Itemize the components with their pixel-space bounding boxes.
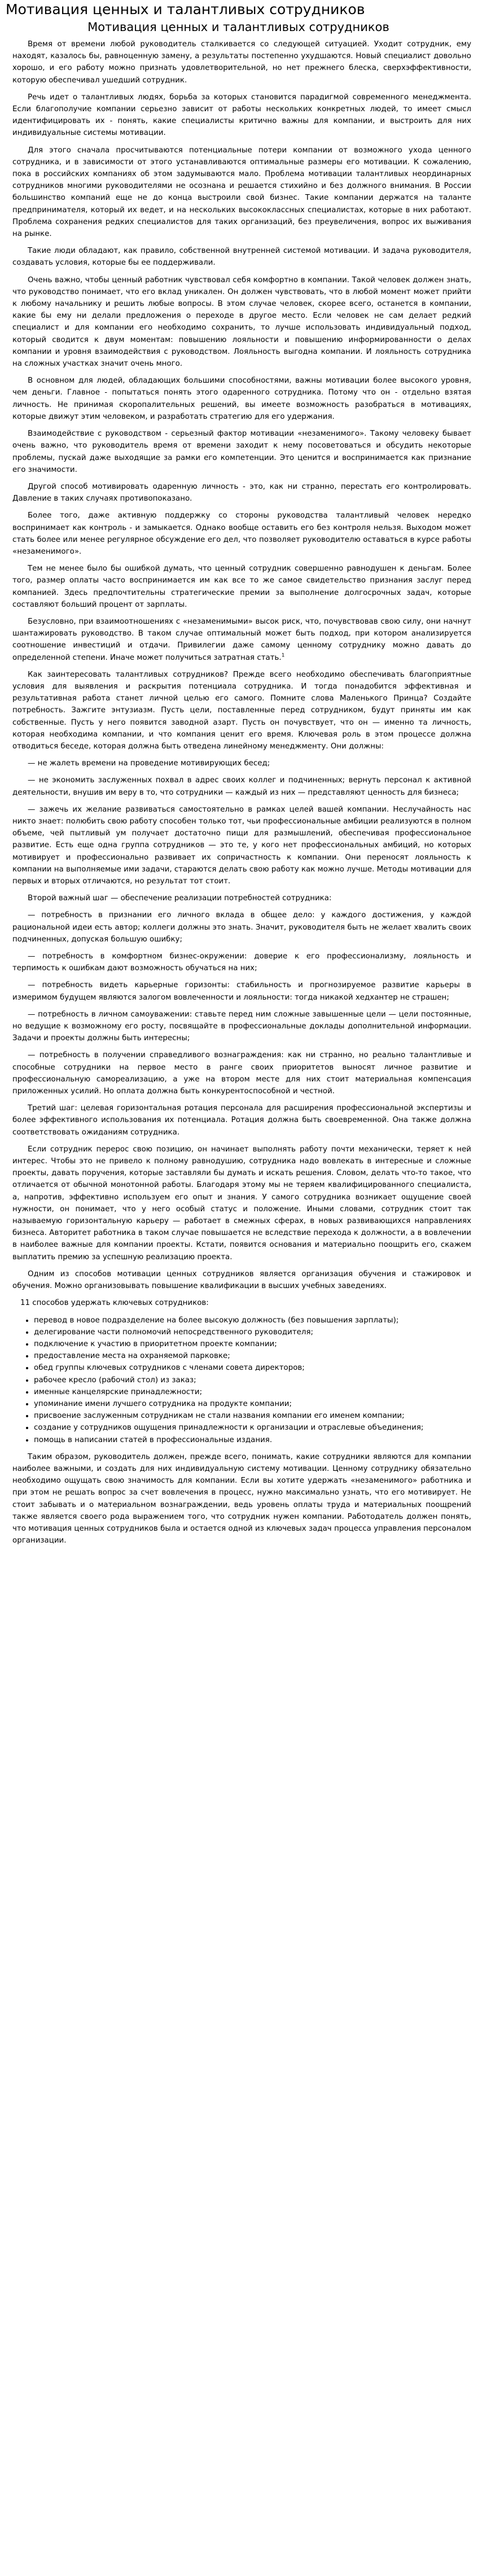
paragraph-text: Безусловно, при взаимоотношениях с «незаменимыми» высок риск, что, почувствовав свою силу, они начнут шантажировать руководство. В таком случае оптимальный может быть подход, при котором анализируется соотношение инвестиций и отдачи. Привилегии даже самому ценному сотруднику можно давать до определенной степени. Иначе может получиться затратная стать. xyxy=(12,617,471,662)
paragraph: Очень важно, чтобы ценный работник чувствовал себя комфортно в компании. Такой человек должен знать, что руководство понимает, что его вклад уникален. Он должен чувствовать, что в любой момент может прийти к любому начальнику и решить любые вопросы. В этом случае человек, скорее всего, останется в компании, какие бы ему ни делали предложения о переходе в другое место. Если человек не сам делает редкий специалист и для компании его необходимо сохранить, то лучше использовать индивидуальный подход, который сводится к двум моментам: повышению лояльности и повышению информированности о делах компании и уровня взаимодействия с руководством. Лояльность выгодна компании. И лояльность сотрудника на сложных участках значит очень много. xyxy=(12,275,471,369)
paragraph: Таким образом, руководитель должен, прежде всего, понимать, какие сотрудники являются для компании наиболее важными, и создать для них индивидуальную систему мотивации. Ценному сотруднику обязательно необходимо ощущать свою значимость для компании. Если вы хотите удержать «незаменимого» работника и при этом не решать вопрос за счет вовлечения в процесс, нужно максимально узнать, что его мотивирует. Не стоит забывать и о материальном вознаграждении, ведь уровень оплаты труда и материальных поощрений также является своего рода выражением того, что сотрудник нужен компании. Работодатель должен понять, что мотивация ценных сотрудников была и остается одной из ключевых задач процесса управления персоналом организации. xyxy=(12,1452,471,1545)
paragraph: Более того, даже активную поддержку со стороны руководства талантливый человек нередко воспринимает как контроль - и замыкается. Однако вообще оставить его без контроля нельзя. Выходом может стать более или менее регулярное обсуждение его дел, что позволяет руководителю оставаться в курсе работы «незаменимого». xyxy=(12,511,471,556)
dash-item: — потребность видеть карьерные горизонты: стабильность и прогнозируемое развитие карьеры в измеримом будущем являются залогом вовлеченности и лояльности: тогда никакой хедхантер не страшен; xyxy=(12,981,471,1002)
paragraph-with-footnote xyxy=(12,616,471,664)
paragraph: Другой способ мотивировать одаренную личность - это, как ни странно, перестать его контролировать. Давление в таких случаях противопоказано. xyxy=(12,482,471,503)
article-title: Мотивация ценных и талантливых сотрудников xyxy=(87,20,389,34)
dash-item: — потребность в личном самоуважении: ставьте перед ним сложные завышенные цели — цели постоянные, но ведущие к возможному его росту, посвящайте в профессиональные доклады дополнительной информации. Задачи и проекты должны быть интересны; xyxy=(12,1010,471,1043)
paragraph: Время от времени любой руководитель сталкивается со следующей ситуацией. Уходит сотрудник, ему находят, казалось бы, равноценную замену, а результаты постепенно ухудшаются. Новый специалист довольно хорошо, и его работу можно признать удовлетворительной, но нет прежнего блеска, сверхэффективности, которую обеспечивал ушедший сотрудник. xyxy=(12,40,471,85)
dash-item: — потребность в получении справедливого вознаграждения: как ни странно, но реально талантливые и способные сотрудники на первое место в ранге своих приоритетов выносят личное развитие и профессиональную самореализацию, а уже на втором месте для них стоит материальная компенсация приложенных усилий. Но оплата должна быть конкурентоспособной и честной. xyxy=(12,1051,471,1096)
paragraph: Речь идет о талантливых людях, борьба за которых становится парадигмой современного менеджмента. Если благополучие компании серьезно зависит от работы нескольких конкретных людей, то имеет смысл идентифицировать их - понять, какие специалисты критично важны для компании, и выстроить для них индивидуальные системы мотивации. xyxy=(12,93,471,138)
list-item: • подключение к участию в приоритетном проекте компании; xyxy=(34,1338,471,1350)
page-title: Мотивация ценных и талантливых сотрудников xyxy=(6,1,365,17)
dash-item: — не жалеть времени на проведение мотивирующих бесед; xyxy=(28,759,270,768)
list-item: • перевод в новое подразделение на более высокую должность (без повышения зарплаты); xyxy=(34,1315,471,1326)
list-item: • создание у сотрудников ощущения принадлежности к организации и отраслевые объединения; xyxy=(34,1422,471,1434)
dash-item: — не экономить заслуженных похвал в адрес своих коллег и подчиненных; вернуть персонал к активной деятельности, внушив им веру в то, что сотрудники — каждый из них — представляют ценность для бизнеса; xyxy=(12,776,471,797)
dash-item: — зажечь их желание развиваться самостоятельно в рамках целей вашей компании. Неслучайность нас никто знает: полюбить свою работу способен только тот, чьи профессиональные амбиции реализуются в полном объеме, чей пытливый ум получает достаточно пищи для размышлений, обеспечивая профессиональное развитие. Есть еще одна группа сотрудников — это те, у кого нет профессиональных амбиций, но которых мотивирует и профессионально развивает их сопричастность к компании. Они переносят лояльность к компании на выполняемые ими задачи, стараются делать свою работу как можно лучше. Методы мотивации для первых и вторых отличаются, но результат тот стоит. xyxy=(12,805,472,886)
paragraph: Как заинтересовать талантливых сотрудников? Прежде всего необходимо обеспечивать благоприятные условия для выявления и раскрытия потенциала сотрудника. И тогда понадобится эффективная и результативная работа станет личной целью его самого. Помните слова Маленького Принца? Создайте потребность. Зажгите энтузиазм. Пусть цели, поставленные перед сотрудником, будут приняты им как собственные. Пусть у него появится заводной азарт. Пусть он почувствует, что он — именно та личность, которая необходима компании, и что компания ценит его время. Ключевая роль в этом процессе должна отводиться беседе, которая должна быть отведена линейному менеджменту. Они должны: xyxy=(12,670,471,751)
paragraph: Тем не менее было бы ошибкой думать, что ценный сотрудник совершенно равнодушен к деньгам. Более того, размер оплаты часто воспринимается им как все то же самое свидетельство признания заслуг перед компанией. Здесь предпочтительны стратегические премии за выполнение долгосрочных задач, которые составляют больший процент от зарплаты. xyxy=(12,564,471,609)
list-item: • именные канцелярские принадлежности; xyxy=(34,1386,471,1398)
step-heading: Второй важный шаг — обеспечение реализации потребностей сотрудника: xyxy=(28,894,332,903)
paragraph: В основном для людей, обладающих большими способностями, важны мотивации более высокого уровня, чем деньги. Главное - попытаться понять этого одаренного сотрудника. Потому что он - отдельно взятая личность. Не принимая скоропалительных решений, вы имеете возможность разобраться в мотивациях, которые движут этим человеком, и разработать стратегию для его удержания. xyxy=(12,376,471,421)
list-item: • упоминание имени лучшего сотрудника на продукте компании; xyxy=(34,1398,471,1410)
paragraph: Такие люди обладают, как правило, собственной внутренней системой мотивации. И задача руководителя, создавать условия, которые бы ее поддерживали. xyxy=(12,247,471,268)
paragraph: Одним из способов мотивации ценных сотрудников является организация обучения и стажировок и обучения. Можно организовывать повышение квалификации в высших учебных заведениях. xyxy=(12,1269,471,1291)
list-intro: 11 способов удержать ключевых сотрудников: xyxy=(20,1299,209,1308)
retention-list xyxy=(12,1315,471,1446)
footnote-marker: 1 xyxy=(281,652,285,659)
paragraph: Взаимодействие с руководством - серьезный фактор мотивации «незаменимого». Такому человеку бывает очень важно, что руководитель время от времени заходит к нему посоветоваться и обсудить некоторые проблемы, пускай даже выходящие за рамки его компетенции. Это ценится и воспринимается как признание его значимости. xyxy=(12,430,471,474)
paragraph: Для этого сначала просчитываются потенциальные потери компании от возможного ухода ценного сотрудника, и в зависимости от этого устанавливаются оптимальные размеры его мотивации. К сожалению, пока в российских компаниях об этом задумываются мало. Проблема мотивации талантливых неординарных сотрудников многими руководителями не осознана и решается стихийно и без должного внимания. В России большинство компаний еще не до конца выстроили свой бизнес. Такие компании держатся на таланте предпринимателя, который их ведет, и на нескольких высококлассных специалистах, которые в них работают. Проблема сохранения редких специалистов для таких организаций, без преувеличения, вопрос их выживания на рынке. xyxy=(12,146,471,239)
step-heading: Третий шаг: целевая горизонтальная ротация персонала для расширения профессиональной экспертизы и более эффективного использования их потенциала. Ротация должна быть своевременной. Она также должна соответствовать ожиданиям сотрудника. xyxy=(12,1104,471,1137)
dash-item: — потребность в признании его личного вклада в общее дело: у каждого достижения, у каждой рациональной идеи есть автор; коллеги должны это знать. Значит, руководителя быть не желает хвалить своих подчиненных, допуская большую ошибку; xyxy=(12,911,471,944)
dash-item: — потребность в комфортном бизнес-окружении: доверие к его профессионализму, лояльность и терпимость к ошибкам дают возможность обучаться на них; xyxy=(12,952,471,973)
article-body xyxy=(12,38,471,1547)
list-item: • рабочее кресло (рабочий стол) из заказ; xyxy=(34,1374,471,1386)
list-item: • помощь в написании статей в профессиональные издания. xyxy=(34,1434,471,1446)
list-item: • обед группы ключевых сотрудников с членами совета директоров; xyxy=(34,1362,471,1374)
list-item: • предоставление места на охраняемой парковке; xyxy=(34,1350,471,1362)
paragraph: Если сотрудник перерос свою позицию, он начинает выполнять работу почти механически, теряет к ней интерес. Чтобы это не привело к полному равнодушию, сотрудника надо вовлекать в интересные и сложные проекты, давать поручения, которые заставляли бы думать и искать решения. Словом, делать что-то такое, что отличается от обычной монотонной работы. Благодаря этому мы не теряем квалифицированного специалиста, а, напротив, эффективно используем его опыт и знания. У самого сотрудника возникает ощущение своей нужности, он понимает, что у него особый статус и положение. Иными словами, сотрудник стоит так называемую горизонтальную карьеру — работает в смежных сферах, в новых развивающихся направлениях бизнеса. Авторитет работника в таком случае повышается не вследствие перехода к должности, а в вовлечении в наиболее важные для компании проекты. Кстати, появится основания и материально поощрить его, скажем выплатить премию за успешную реализацию проекта. xyxy=(12,1145,471,1261)
list-item: • делегирование части полномочий непосредственного руководителя; xyxy=(34,1326,471,1338)
list-item: • присвоение заслуженным сотрудникам не стали названия компании его именем компании; xyxy=(34,1410,471,1422)
